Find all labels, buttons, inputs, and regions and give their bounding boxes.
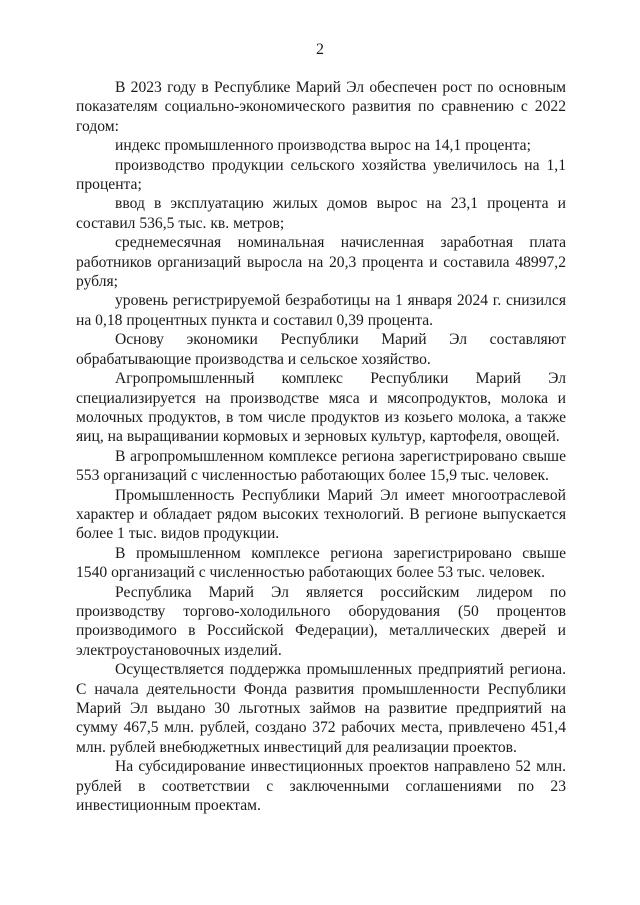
paragraph-industry-character: Промышленность Республики Марий Эл имеет многоотраслевой характер и обладает рядом высоких технологий. В регионе выпускается более 1 тыс. видов продукции. <box>76 486 566 543</box>
paragraph-russian-leader: Республика Марий Эл является российским лидером по производству торгово-холодильного оборудования (50 процентов производимого в Российской Федерации), металлических дверей и электроустановочных изделий. <box>76 583 566 659</box>
paragraph-agriculture-output: производство продукции сельского хозяйства увеличилось на 1,1 процента; <box>76 156 566 194</box>
paragraph-unemployment: уровень регистрируемой безработицы на 1 января 2024 г. снизился на 0,18 процентных пункта и составил 0,39 процента. <box>76 292 566 329</box>
paragraph-industrial-index: индекс промышленного производства вырос на 14,1 процента; <box>115 137 531 155</box>
paragraph-growth-intro: В 2023 году в Республике Марий Эл обеспечен рост по основным показателям социально-экономического развития по сравнению с 2022 годом: <box>76 79 566 135</box>
paragraph-industry-organizations: В промышленном комплексе региона зарегистрировано свыше 1540 организаций с численностью работающих более 53 тыс. человек. <box>76 544 566 582</box>
page-number: 2 <box>316 41 324 58</box>
paragraph-industry-support: Осуществляется поддержка промышленных предприятий региона. С начала деятельности Фонда развития промышленности Республики Марий Эл выдано 30 льготных займов на развитие предприятий на сумму 467,5 млн. рублей, создано 372 рабочих места, привлечено 451,4 млн. рублей внебюджетных инвестиций для реализации проектов. <box>76 661 566 756</box>
paragraph-housing: ввод в эксплуатацию жилых домов вырос на 23,1 процента и составил 536,5 тыс. кв. метров; <box>76 195 566 232</box>
paragraph-agro-complex: Агропромышленный комплекс Республики Марий Эл специализируется на производстве мяса и мясопродуктов, молока и молочных продуктов, в том числе продуктов из козьего молока, а также яиц, на выращивании кормовых и зерновых культур, картофеля, овощей. <box>76 370 566 446</box>
document-body <box>76 78 566 815</box>
paragraph-investment-subsidies: На субсидирование инвестиционных проектов направлено 52 млн. рублей в соответствии с заключенными соглашениями по 23 инвестиционным проектам. <box>76 758 566 815</box>
paragraph-wages: среднемесячная номинальная начисленная заработная плата работников организаций выросла на 20,3 процента и составила 48997,2 рубля; <box>76 234 566 291</box>
paragraph-agro-organizations: В агропромышленном комплексе региона зарегистрировано свыше 553 организаций с численностью работающих более 15,9 тыс. человек. <box>76 447 566 485</box>
paragraph-economy-basis: Основу экономики Республики Марий Эл составляют обрабатывающие производства и сельское хозяйство. <box>76 331 566 368</box>
